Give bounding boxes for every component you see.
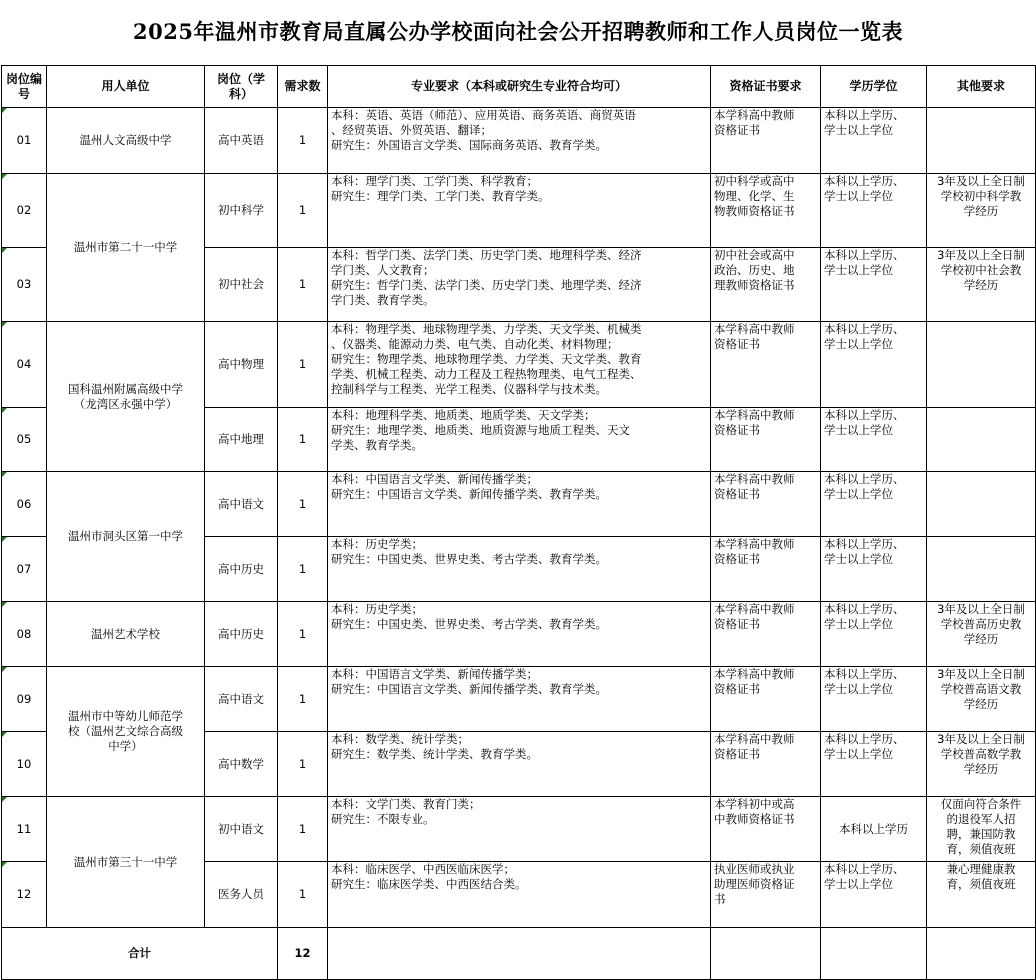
demand-count: 1: [278, 108, 328, 174]
post-subject: 高中历史: [205, 602, 278, 667]
major-requirement-line: 研究生：临床医学类、中西医结合类。: [331, 877, 527, 891]
header-other: 其他要求: [927, 66, 1036, 108]
other-requirement-line: 育，须值夜班: [946, 842, 1016, 856]
post-code: 10: [2, 732, 47, 797]
major-requirement: [328, 322, 711, 408]
post-subject: 初中语文: [205, 797, 278, 862]
certificate-requirement-line: 资格证书: [714, 552, 760, 566]
certificate-requirement-line: 资格证书: [714, 423, 760, 437]
major-requirement-line: 本科：中国语言文学类、新闻传播学类；: [331, 667, 538, 681]
major-requirement-line: 本科：数学类、统计学类；: [331, 732, 469, 746]
post-subject: 医务人员: [205, 862, 278, 928]
certificate-requirement-line: 资格证书: [714, 682, 760, 696]
certificate-requirement: [711, 602, 821, 667]
employer-unit-line: 国科温州附属高级中学: [68, 381, 183, 396]
employer-unit: [47, 472, 205, 602]
post-code: 12: [2, 862, 47, 928]
table-row: [2, 108, 1036, 174]
degree-requirement-line: 学士以上学位: [824, 423, 893, 437]
certificate-requirement-line: 书: [714, 892, 726, 906]
degree-requirement: [821, 667, 927, 732]
other-requirement-line: 学校普高数学教: [940, 747, 1022, 761]
post-code: 04: [2, 322, 47, 408]
major-requirement-line: 本科：物理学类、地球物理学类、力学类、天文学类、机械类: [331, 322, 642, 336]
major-requirement-line: 本科：临床医学、中西医临床医学；: [331, 862, 515, 876]
employer-unit: [47, 797, 205, 928]
certificate-requirement: [711, 322, 821, 408]
other-requirement-line: 育，须值夜班: [946, 877, 1016, 891]
degree-requirement: [821, 797, 927, 862]
post-subject: 初中社会: [205, 248, 278, 322]
other-requirement: [927, 732, 1036, 797]
post-code: 08: [2, 602, 47, 667]
post-code: 02: [2, 174, 47, 248]
major-requirement-line: 研究生：中国史类、世界史类、考古学类、教育学类。: [331, 617, 607, 631]
certificate-requirement: [711, 408, 821, 472]
total-label: 合计: [2, 928, 278, 980]
post-subject: 高中英语: [205, 108, 278, 174]
other-requirement-line: 3年及以上全日制: [937, 732, 1025, 746]
post-subject: 高中历史: [205, 537, 278, 602]
post-subject: 初中科学: [205, 174, 278, 248]
post-subject: 高中语文: [205, 472, 278, 537]
degree-requirement-line: 学士以上学位: [824, 189, 893, 203]
major-requirement: [328, 174, 711, 248]
demand-count: 1: [278, 862, 328, 928]
employer-unit: 温州艺术学校: [47, 602, 205, 667]
other-requirement: [927, 408, 1036, 472]
certificate-requirement-line: 资格证书: [714, 487, 760, 501]
major-requirement-line: 学类、机械工程类、动力工程及工程热物理类、电气工程类、: [331, 367, 642, 381]
major-requirement-line: 学门类、人文教育；: [331, 263, 435, 277]
table-row: [2, 667, 1036, 732]
post-code: 06: [2, 472, 47, 537]
total-row: [2, 928, 1036, 980]
major-requirement-line: 学门类、教育学类。: [331, 293, 435, 307]
other-requirement: [927, 537, 1036, 602]
post-code: 11: [2, 797, 47, 862]
demand-count: 1: [278, 667, 328, 732]
post-code: 03: [2, 248, 47, 322]
positions-table: [1, 65, 1036, 980]
demand-count: 1: [278, 408, 328, 472]
demand-count: 1: [278, 472, 328, 537]
header-post: 岗位（学科）: [205, 66, 278, 108]
major-requirement: [328, 537, 711, 602]
certificate-requirement-line: 政治、历史、地: [714, 263, 795, 277]
page-title: 2025年温州市教育局直属公办学校面向社会公开招聘教师和工作人员岗位一览表: [133, 19, 903, 44]
major-requirement: [328, 408, 711, 472]
employer-unit-line: （龙湾区永强中学）: [73, 396, 178, 411]
post-code: 01: [2, 108, 47, 174]
certificate-requirement-line: 本学科高中教师: [714, 108, 795, 122]
employer-unit-line: 校（温州艺文综合高级: [68, 724, 183, 738]
major-requirement-line: 研究生：中国语言文学类、新闻传播学类、教育学类。: [331, 487, 607, 501]
other-requirement: [927, 602, 1036, 667]
major-requirement-line: 学类、教育学类。: [331, 438, 423, 452]
post-subject: 高中地理: [205, 408, 278, 472]
total-value: 12: [278, 928, 328, 980]
major-requirement-line: 本科：中国语言文学类、新闻传播学类；: [331, 472, 538, 486]
degree-requirement-line: 本科以上学历、: [824, 732, 905, 746]
certificate-requirement: [711, 797, 821, 862]
certificate-requirement: [711, 248, 821, 322]
demand-count: 1: [278, 732, 328, 797]
certificate-requirement-line: 理教师资格证书: [714, 278, 795, 292]
certificate-requirement-line: 本学科高中教师: [714, 667, 795, 681]
degree-requirement: [821, 602, 927, 667]
degree-requirement-line: 学士以上学位: [824, 877, 893, 891]
post-code: 07: [2, 537, 47, 602]
certificate-requirement-line: 资格证书: [714, 747, 760, 761]
major-requirement-line: 本科：历史学类；: [331, 602, 423, 616]
certificate-requirement-line: 资格证书: [714, 123, 760, 137]
post-subject: 高中数学: [205, 732, 278, 797]
total-empty-major: [328, 928, 711, 980]
degree-requirement-line: 本科以上学历、: [824, 667, 905, 681]
demand-count: 1: [278, 537, 328, 602]
employer-unit: [47, 174, 205, 322]
certificate-requirement: [711, 667, 821, 732]
certificate-requirement: [711, 108, 821, 174]
header-num: 需求数: [278, 66, 328, 108]
table-row: [2, 322, 1036, 408]
degree-requirement-line: 学士以上学位: [824, 617, 893, 631]
other-requirement-line: 3年及以上全日制: [937, 667, 1025, 681]
major-requirement-line: 研究生：物理学类、地球物理学类、力学类、天文学类、教育: [331, 352, 642, 366]
other-requirement-line: 学经历: [963, 278, 999, 292]
employer-unit-line: 温州市洞头区第一中学: [68, 529, 183, 543]
certificate-requirement: [711, 537, 821, 602]
major-requirement: [328, 108, 711, 174]
demand-count: 1: [278, 174, 328, 248]
certificate-requirement-line: 本学科高中教师: [714, 537, 795, 551]
major-requirement-line: 本科：地理科学类、地质类、地质学类、天文学类；: [331, 408, 596, 422]
other-requirement: [927, 108, 1036, 174]
employer-unit-line: 温州市第二十一中学: [73, 240, 178, 254]
major-requirement-line: 、经贸英语、外贸英语、翻译；: [331, 123, 492, 137]
degree-requirement: [821, 408, 927, 472]
demand-count: 1: [278, 322, 328, 408]
degree-requirement-line: 学士以上学位: [824, 123, 893, 137]
post-code: 05: [2, 408, 47, 472]
employer-unit: [47, 667, 205, 797]
certificate-requirement: [711, 732, 821, 797]
major-requirement-line: 研究生：外国语言文学类、国际商务英语、教育学类。: [331, 138, 607, 152]
degree-requirement-line: 学士以上学位: [824, 487, 893, 501]
employer-unit: 温州人文高级中学: [47, 108, 205, 174]
header-cert: 资格证书要求: [711, 66, 821, 108]
degree-requirement-line: 学士以上学位: [824, 552, 893, 566]
degree-requirement-line: 本科以上学历、: [824, 408, 905, 422]
major-requirement: [328, 732, 711, 797]
major-requirement: [328, 472, 711, 537]
certificate-requirement-line: 本学科初中或高: [714, 797, 795, 811]
degree-requirement: [821, 732, 927, 797]
certificate-requirement-line: 本学科高中教师: [714, 322, 795, 336]
certificate-requirement-line: 资格证书: [714, 337, 760, 351]
other-requirement: [927, 174, 1036, 248]
degree-requirement-line: 学士以上学位: [824, 747, 893, 761]
demand-count: 1: [278, 797, 328, 862]
major-requirement-line: 本科：历史学类；: [331, 537, 423, 551]
other-requirement: [927, 667, 1036, 732]
other-requirement: [927, 797, 1036, 862]
certificate-requirement-line: 中教师资格证书: [714, 812, 795, 826]
certificate-requirement-line: 执业医师或执业: [714, 862, 795, 876]
degree-requirement-line: 本科以上学历、: [824, 322, 905, 336]
certificate-requirement-line: 本学科高中教师: [714, 602, 795, 616]
degree-requirement-line: 本科以上学历、: [824, 248, 905, 262]
degree-requirement-line: 学士以上学位: [824, 263, 893, 277]
employer-unit-line: 温州市中等幼儿师范学: [68, 709, 183, 723]
other-requirement-line: 学经历: [963, 204, 999, 218]
certificate-requirement-line: 助理医师资格证: [714, 877, 795, 891]
major-requirement-line: 、仪器类、能源动力类、电气类、自动化类、材料物理；: [331, 337, 619, 351]
other-requirement-line: 学经历: [963, 632, 999, 646]
other-requirement-line: 学校初中社会教: [940, 263, 1022, 277]
major-requirement-line: 研究生：哲学门类、法学门类、历史学门类、地理学类、经济: [331, 278, 642, 292]
degree-requirement-line: 本科以上学历: [839, 821, 908, 836]
other-requirement-line: 的退役军人招: [946, 812, 1016, 826]
employer-unit: [47, 322, 205, 472]
table-row: [2, 472, 1036, 537]
certificate-requirement-line: 初中科学或高中: [714, 174, 795, 188]
header-degree: 学历学位: [821, 66, 927, 108]
demand-count: 1: [278, 248, 328, 322]
degree-requirement: [821, 537, 927, 602]
header-code: 岗位编号: [2, 66, 47, 108]
post-subject: 高中物理: [205, 322, 278, 408]
certificate-requirement-line: 本学科高中教师: [714, 472, 795, 486]
total-empty-other: [927, 928, 1036, 980]
certificate-requirement-line: 初中社会或高中: [714, 248, 795, 262]
table-row: [2, 602, 1036, 667]
degree-requirement: [821, 108, 927, 174]
certificate-requirement-line: 本学科高中教师: [714, 408, 795, 422]
other-requirement-line: 3年及以上全日制: [937, 174, 1025, 188]
certificate-requirement-line: 资格证书: [714, 617, 760, 631]
degree-requirement: [821, 472, 927, 537]
degree-requirement-line: 本科以上学历、: [824, 472, 905, 486]
major-requirement-line: 研究生：地理学类、地质类、地质资源与地质工程类、天文: [331, 423, 630, 437]
other-requirement-line: 学校普高历史教: [940, 617, 1022, 631]
certificate-requirement-line: 本学科高中教师: [714, 732, 795, 746]
degree-requirement-line: 本科以上学历、: [824, 862, 905, 876]
degree-requirement-line: 本科以上学历、: [824, 108, 905, 122]
major-requirement-line: 本科：文学门类、教育门类；: [331, 797, 481, 811]
other-requirement-line: 兼心理健康教: [946, 862, 1016, 876]
employer-unit-line: 中学）: [108, 739, 143, 753]
post-subject: 高中语文: [205, 667, 278, 732]
other-requirement: [927, 248, 1036, 322]
degree-requirement-line: 本科以上学历、: [824, 602, 905, 616]
degree-requirement: [821, 862, 927, 928]
degree-requirement: [821, 248, 927, 322]
other-requirement-line: 3年及以上全日制: [937, 602, 1025, 616]
certificate-requirement-line: 物教师资格证书: [714, 204, 795, 218]
major-requirement-line: 本科：理学门类、工学门类、科学教育；: [331, 174, 538, 188]
other-requirement-line: 学校普高语文教: [940, 682, 1022, 696]
major-requirement-line: 研究生：数学类、统计学类、教育学类。: [331, 747, 538, 761]
other-requirement-line: 聘，兼国防教: [946, 827, 1016, 841]
other-requirement-line: 仅面向符合条件: [940, 797, 1022, 811]
total-empty-cert: [711, 928, 821, 980]
major-requirement-line: 本科：哲学门类、法学门类、历史学门类、地理科学类、经济: [331, 248, 642, 262]
table-row: [2, 797, 1036, 862]
header-unit: 用人单位: [47, 66, 205, 108]
major-requirement-line: 本科：英语、英语（师范）、应用英语、商务英语、商贸英语: [331, 108, 636, 122]
major-requirement: [328, 667, 711, 732]
certificate-requirement-line: 物理、化学、生: [714, 189, 795, 203]
degree-requirement: [821, 322, 927, 408]
other-requirement: [927, 322, 1036, 408]
other-requirement-line: 学经历: [963, 697, 999, 711]
certificate-requirement: [711, 174, 821, 248]
certificate-requirement: [711, 472, 821, 537]
major-requirement-line: 研究生：中国史类、世界史类、考古学类、教育学类。: [331, 552, 607, 566]
table-row: [2, 174, 1036, 248]
major-requirement-line: 研究生：中国语言文学类、新闻传播学类、教育学类。: [331, 682, 607, 696]
major-requirement-line: 研究生：理学门类、工学门类、教育学类。: [331, 189, 550, 203]
other-requirement-line: 学校初中科学教: [940, 189, 1022, 203]
major-requirement: [328, 862, 711, 928]
degree-requirement-line: 学士以上学位: [824, 337, 893, 351]
header-major: 专业要求（本科或研究生专业符合均可）: [328, 66, 711, 108]
major-requirement: [328, 248, 711, 322]
other-requirement: [927, 862, 1036, 928]
degree-requirement: [821, 174, 927, 248]
degree-requirement-line: 学士以上学位: [824, 682, 893, 696]
major-requirement: [328, 602, 711, 667]
major-requirement: [328, 797, 711, 862]
employer-unit-line: 温州市第三十一中学: [73, 854, 178, 869]
other-requirement-line: 学经历: [963, 762, 999, 776]
major-requirement-line: 控制科学与工程类、光学工程类、仪器科学与技术类。: [331, 382, 607, 396]
major-requirement-line: 研究生：不限专业。: [331, 812, 435, 826]
degree-requirement-line: 本科以上学历、: [824, 537, 905, 551]
demand-count: 1: [278, 602, 328, 667]
header-row: [2, 66, 1036, 108]
degree-requirement-line: 本科以上学历、: [824, 174, 905, 188]
certificate-requirement: [711, 862, 821, 928]
other-requirement-line: 3年及以上全日制: [937, 248, 1025, 262]
total-empty-degree: [821, 928, 927, 980]
other-requirement: [927, 472, 1036, 537]
post-code: 09: [2, 667, 47, 732]
